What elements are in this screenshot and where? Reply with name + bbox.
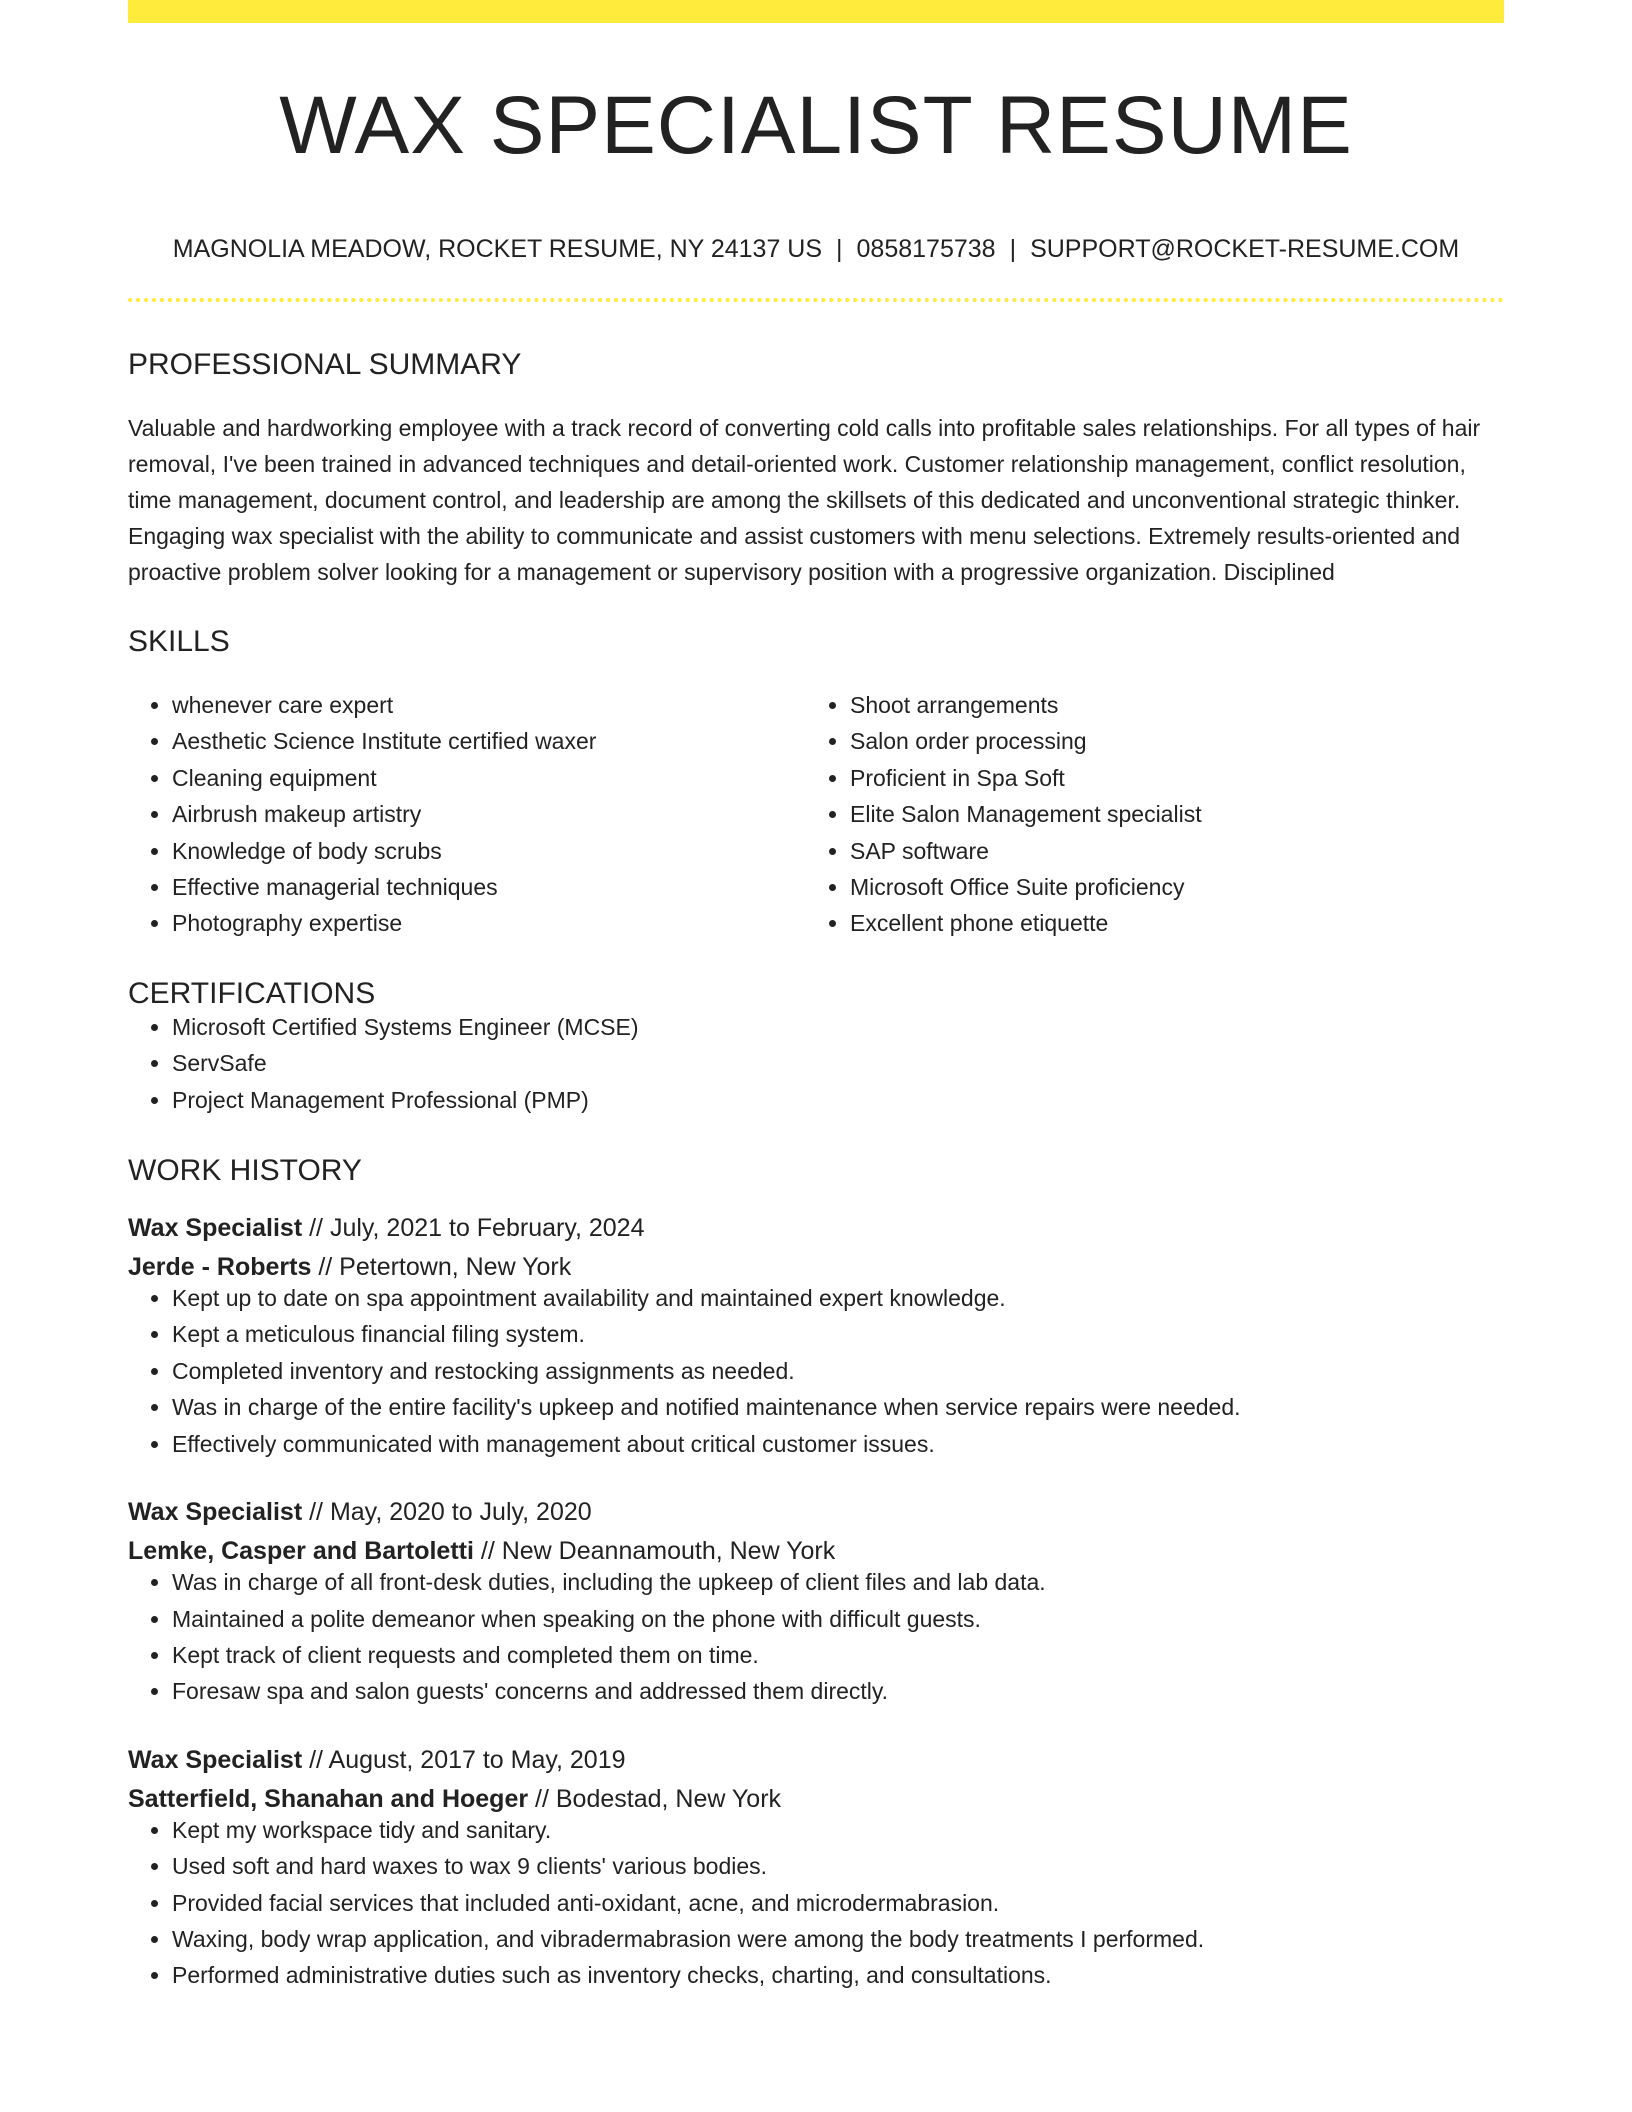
work-history-heading: WORK HISTORY [128,1154,362,1188]
job-duties-list [128,1280,1504,1462]
list-item: • Kept a meticulous financial filing system. [172,1316,1504,1352]
job-company: Jerde - Roberts [128,1253,312,1282]
skills-heading: SKILLS [128,625,230,658]
contact-email: SUPPORT@ROCKET-RESUME.COM [1030,235,1460,263]
skills-columns [128,687,1504,942]
list-item: • Proficient in Spa Soft [850,760,1484,796]
job-title: Wax Specialist [128,1214,303,1243]
contact-separator: | [1009,235,1017,263]
job-duties-list [128,1564,1504,1710]
list-item: • Excellent phone etiquette [850,905,1484,941]
list-item: • Photography expertise [172,905,806,941]
list-item: • Salon order processing [850,723,1484,759]
list-item: • Foresaw spa and salon guests' concerns and addressed them directly. [172,1673,1504,1709]
job-dates: // July, 2021 to February, 2024 [302,1214,645,1243]
certifications-list [128,1009,1504,1118]
list-item: • Aesthetic Science Institute certified waxer [172,723,806,759]
job-title-line [128,1216,1504,1241]
list-item: • Effective managerial techniques [172,869,806,905]
skills-column-left [128,687,806,942]
list-item: • Used soft and hard waxes to wax 9 clients' various bodies. [172,1848,1504,1884]
list-item: • Project Management Professional (PMP) [172,1082,1504,1118]
list-item: • Microsoft Certified Systems Engineer (MCSE) [172,1009,1504,1045]
resume-title: WAX SPECIALIST RESUME [279,80,1353,171]
list-item: • Airbrush makeup artistry [172,796,806,832]
list-item: • Shoot arrangements [850,687,1484,723]
job-location: // Petertown, New York [311,1253,572,1282]
list-item: • Provided facial services that included anti-oxidant, acne, and microdermabrasion. [172,1885,1504,1921]
job-title: Wax Specialist [128,1498,303,1527]
list-item: • Performed administrative duties such as inventory checks, charting, and consultations. [172,1957,1504,1993]
list-item: • Elite Salon Management specialist [850,796,1484,832]
job-company-line [128,1784,1504,1813]
list-item: • Was in charge of all front-desk duties, including the upkeep of client files and lab data. [172,1564,1504,1600]
job-title: Wax Specialist [128,1745,303,1774]
list-item: • Waxing, body wrap application, and vibradermabrasion were among the body treatments I performed. [172,1921,1504,1957]
job-company-line [128,1539,1504,1564]
job-title-line [128,1500,1504,1525]
skills-column-right [806,687,1484,942]
job-location: // Bodestad, New York [528,1784,782,1813]
list-item: • Was in charge of the entire facility's upkeep and notified maintenance when service repairs were needed. [172,1389,1504,1425]
skills-list-right [806,687,1484,942]
job-entry [128,1500,1504,1710]
job-company: Satterfield, Shanahan and Hoeger [128,1784,529,1813]
list-item: • Completed inventory and restocking assignments as needed. [172,1353,1504,1389]
list-item: • Kept track of client requests and completed them on time. [172,1637,1504,1673]
job-title-line [128,1745,1504,1774]
summary-heading: PROFESSIONAL SUMMARY [128,348,522,381]
list-item: • Cleaning equipment [172,760,806,796]
list-item: • Kept up to date on spa appointment availability and maintained expert knowledge. [172,1280,1504,1316]
contact-address: MAGNOLIA MEADOW, ROCKET RESUME, NY 24137 US [172,235,823,263]
dotted-divider [128,298,1504,302]
list-item: • Effectively communicated with management about critical customer issues. [172,1426,1504,1462]
job-location: // New Deannamouth, New York [473,1537,836,1566]
job-dates: // May, 2020 to July, 2020 [302,1498,592,1527]
list-item: • Knowledge of body scrubs [172,833,806,869]
resume-page [128,0,1504,1994]
list-item: • whenever care expert [172,687,806,723]
summary-text: Valuable and hardworking employee with a track record of converting cold calls into profitable sales relationships. For all types of hair removal, I've been trained in advanced techniques and detail-oriented work. Customer relationship management, conflict resolution, time management, document control, and leadership are among the skillsets of this dedicated and unconventional strategic thinker. Engaging wax specialist with the ability to communicate and assist customers with menu selections. Extremely results-oriented and proactive problem solver looking for a management or supervisory position with a progressive organization. Disciplined [128,415,1481,585]
contact-phone: 0858175738 [856,235,996,263]
job-entry [128,1216,1504,1462]
certifications-heading: CERTIFICATIONS [128,976,376,1010]
job-company: Lemke, Casper and Bartoletti [128,1537,474,1566]
job-entry [128,1745,1504,1994]
job-dates: // August, 2017 to May, 2019 [302,1745,626,1774]
job-company-line [128,1255,1504,1280]
job-duties-list [128,1812,1504,1994]
list-item: • ServSafe [172,1045,1504,1081]
top-accent-bar [128,0,1504,23]
list-item: • Maintained a polite demeanor when speaking on the phone with difficult guests. [172,1601,1504,1637]
work-history-list [128,1216,1504,1994]
contact-separator: | [836,235,843,263]
list-item: • SAP software [850,833,1484,869]
contact-line [128,237,1504,262]
list-item: • Microsoft Office Suite proficiency [850,869,1484,905]
list-item: • Kept my workspace tidy and sanitary. [172,1812,1504,1848]
skills-list-left [128,687,806,942]
